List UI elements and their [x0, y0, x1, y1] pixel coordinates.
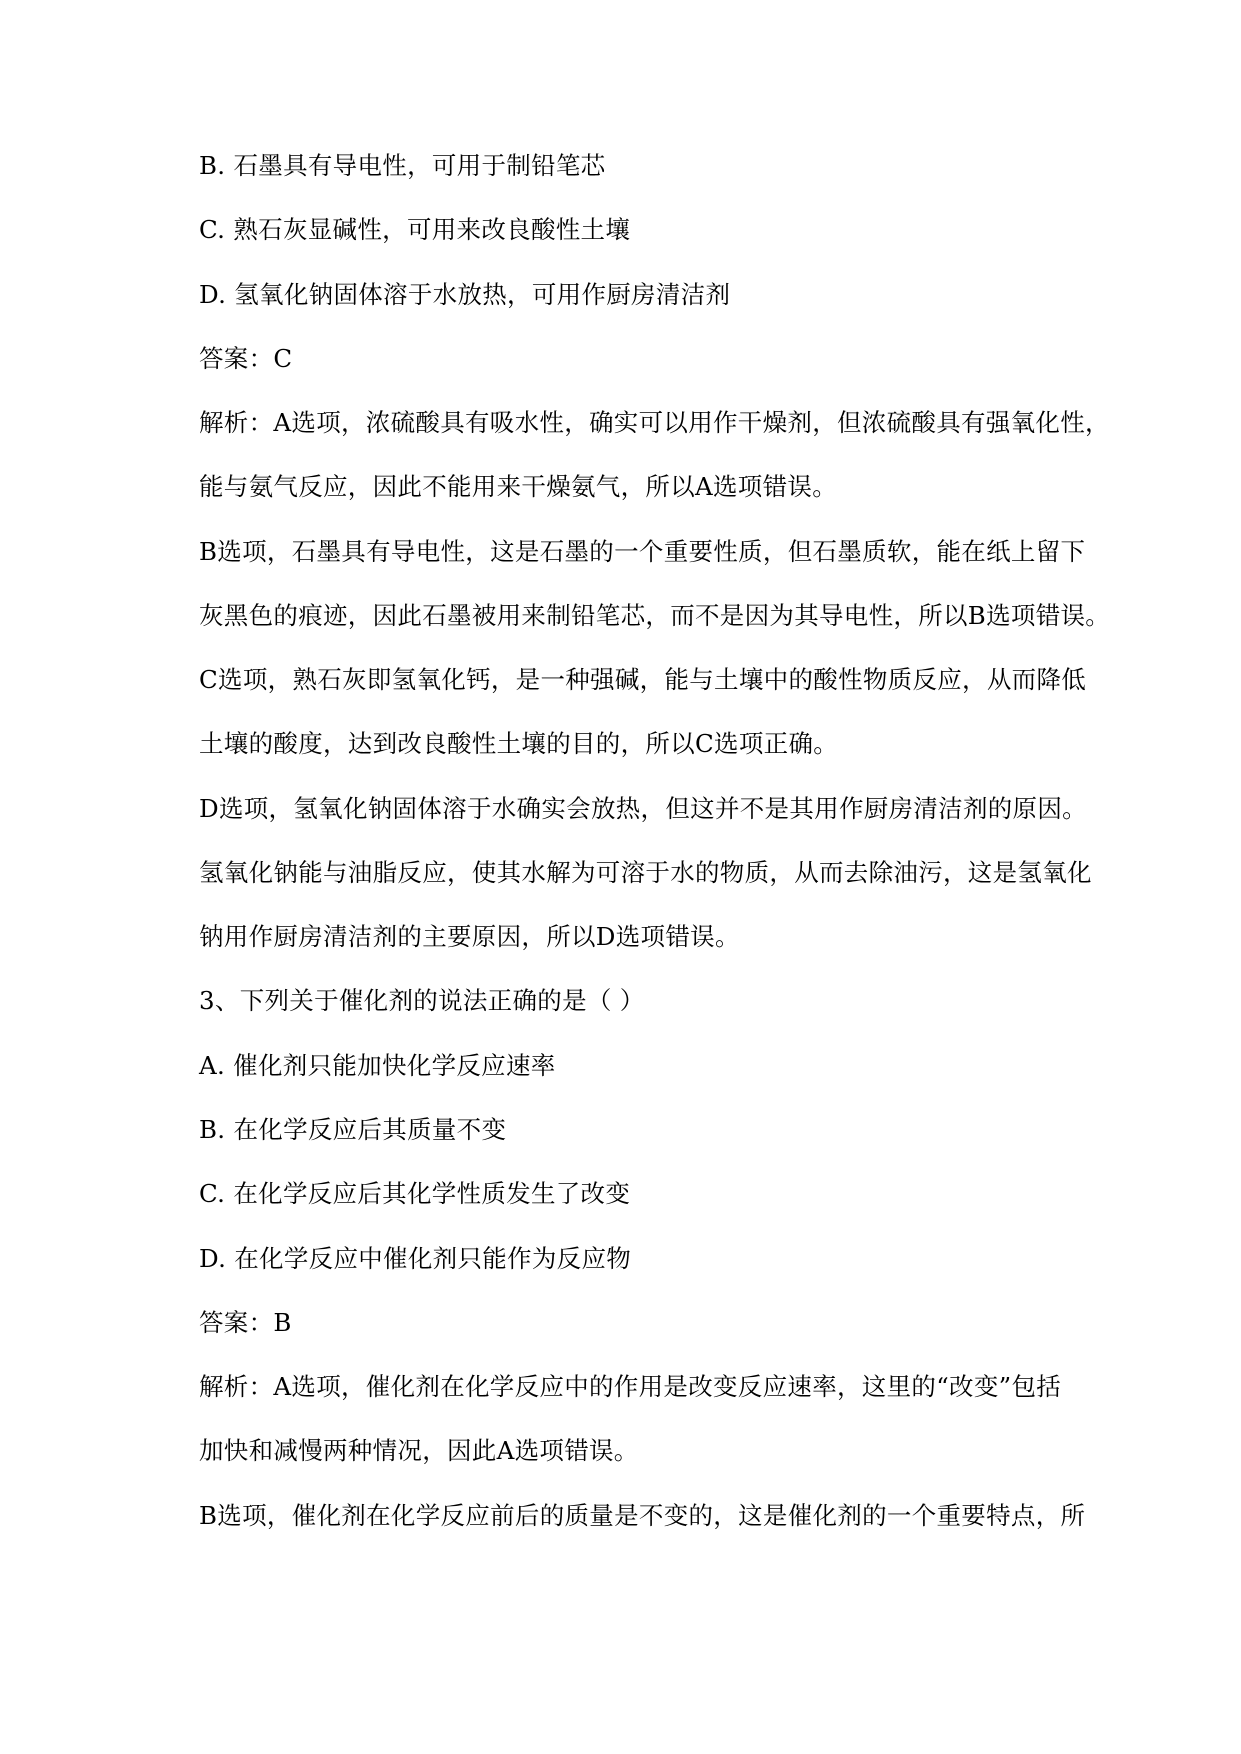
q3-option-a: A. 催化剂只能加快化学反应速率 — [199, 1051, 556, 1080]
q2-analysis-line: 灰黑色的痕迹，因此石墨被用来制铅笔芯，而不是因为其导电性，所以B选项错误。 — [199, 601, 1111, 630]
q3-analysis-line: B选项，催化剂在化学反应前后的质量是不变的，这是催化剂的一个重要特点，所 — [199, 1501, 1086, 1530]
q3-option-b: B. 在化学反应后其质量不变 — [199, 1115, 507, 1144]
q2-analysis-line: 解析：A选项，浓硫酸具有吸水性，确实可以用作干燥剂，但浓硫酸具有强氧化性， — [199, 408, 1110, 437]
q3-stem: 3、下列关于催化剂的说法正确的是（ ） — [199, 986, 645, 1015]
q2-analysis-line: B选项，石墨具有导电性，这是石墨的一个重要性质，但石墨质软，能在纸上留下 — [199, 537, 1086, 566]
q3-option-d: D. 在化学反应中催化剂只能作为反应物 — [199, 1244, 632, 1273]
q2-analysis-line: 土壤的酸度，达到改良酸性土壤的目的，所以C选项正确。 — [199, 729, 839, 758]
q3-analysis-line: 解析：A选项，催化剂在化学反应中的作用是改变反应速率，这里的“改变”包括 — [199, 1372, 1062, 1401]
q2-analysis-line: D选项，氢氧化钠固体溶于水确实会放热，但这并不是其用作厨房清洁剂的原因。 — [199, 794, 1087, 823]
q2-analysis-line: 能与氨气反应，因此不能用来干燥氨气，所以A选项错误。 — [199, 472, 837, 501]
q2-option-c: C. 熟石灰显碱性，可用来改良酸性土壤 — [199, 215, 631, 244]
q3-analysis-line: 加快和减慢两种情况，因此A选项错误。 — [199, 1436, 639, 1465]
q3-answer: 答案：B — [199, 1308, 292, 1337]
q2-answer: 答案：C — [199, 344, 293, 373]
q2-option-b: B. 石墨具有导电性，可用于制铅笔芯 — [199, 151, 606, 180]
q2-option-d: D. 氢氧化钠固体溶于水放热，可用作厨房清洁剂 — [199, 280, 731, 309]
q3-option-c: C. 在化学反应后其化学性质发生了改变 — [199, 1179, 631, 1208]
q2-analysis-line: 钠用作厨房清洁剂的主要原因，所以D选项错误。 — [199, 922, 740, 951]
q2-analysis-line: 氢氧化钠能与油脂反应，使其水解为可溶于水的物质，从而去除油污，这是氢氧化 — [199, 858, 1092, 887]
q2-analysis-line: C选项，熟石灰即氢氧化钙，是一种强碱，能与土壤中的酸性物质反应，从而降低 — [199, 665, 1087, 694]
